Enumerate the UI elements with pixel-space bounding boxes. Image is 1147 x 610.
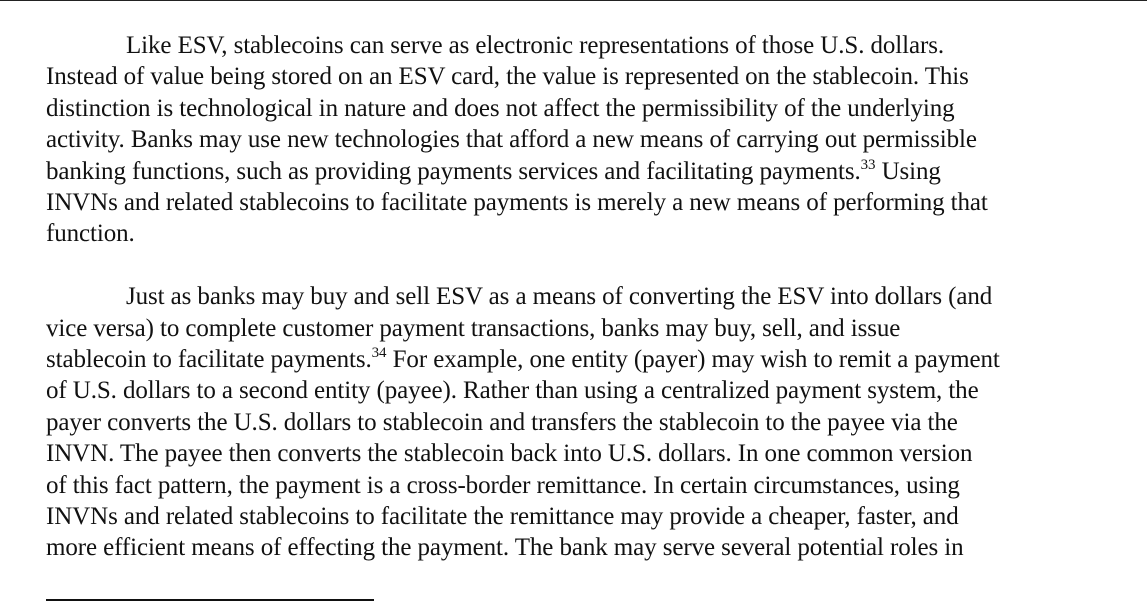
text-segment: Instead of value being stored on an ESV card, the value is represented on the stablecoin. This [46, 63, 969, 91]
text-segment: distinction is technological in nature and does not affect the permissibility of the underlying [46, 94, 955, 122]
text-line [46, 532, 1126, 563]
text-segment: function. [46, 220, 135, 248]
document-body [46, 30, 1126, 564]
text-line [46, 438, 1126, 469]
text-segment: activity. Banks may use new technologies that afford a new means of carrying out permissible [46, 126, 977, 154]
text-line [46, 61, 1126, 92]
text-line [46, 30, 1126, 61]
text-line [46, 407, 1126, 438]
footnote-reference: 34 [371, 345, 387, 362]
text-segment: INVNs and related stablecoins to facilitate the remittance may provide a cheaper, faster, and [46, 503, 959, 531]
footnote-separator [46, 599, 374, 601]
text-segment: of U.S. dollars to a second entity (payee). Rather than using a centralized payment system, the [46, 377, 979, 405]
text-line [46, 313, 1126, 344]
text-segment: payer converts the U.S. dollars to stablecoin and transfers the stablecoin to the payee via the [46, 408, 958, 436]
text-line [46, 470, 1126, 501]
top-border [0, 0, 1147, 1]
text-segment: of this fact pattern, the payment is a cross-border remittance. In certain circumstances, using [46, 471, 960, 499]
footnote-reference: 33 [860, 156, 876, 173]
text-segment: vice versa) to complete customer payment transactions, banks may buy, sell, and issue [46, 314, 901, 342]
paragraph [46, 281, 1126, 564]
text-segment: Using [875, 157, 941, 185]
text-line [46, 93, 1126, 124]
text-line [46, 375, 1126, 406]
text-segment: Like ESV, stablecoins can serve as electronic representations of those U.S. dollars. [126, 32, 944, 59]
text-segment: Just as banks may buy and sell ESV as a means of converting the ESV into dollars (and [126, 283, 993, 311]
paragraph [46, 30, 1126, 250]
text-line [46, 344, 1126, 375]
text-segment: INVN. The payee then converts the stablecoin back into U.S. dollars. In one common version [46, 440, 973, 468]
text-line [46, 501, 1126, 532]
text-segment: For example, one entity (payer) may wish to remit a payment [386, 346, 1000, 374]
text-segment: banking functions, such as providing payments services and facilitating payments. [46, 157, 861, 185]
text-line [46, 218, 1126, 249]
text-segment: more efficient means of effecting the payment. The bank may serve several potential roles in [46, 534, 964, 562]
text-line [46, 281, 1126, 312]
text-line [46, 187, 1126, 218]
text-line [46, 124, 1126, 155]
text-segment: INVNs and related stablecoins to facilitate payments is merely a new means of performing that [46, 189, 988, 217]
text-segment: stablecoin to facilitate payments. [46, 346, 372, 374]
text-line [46, 156, 1126, 187]
